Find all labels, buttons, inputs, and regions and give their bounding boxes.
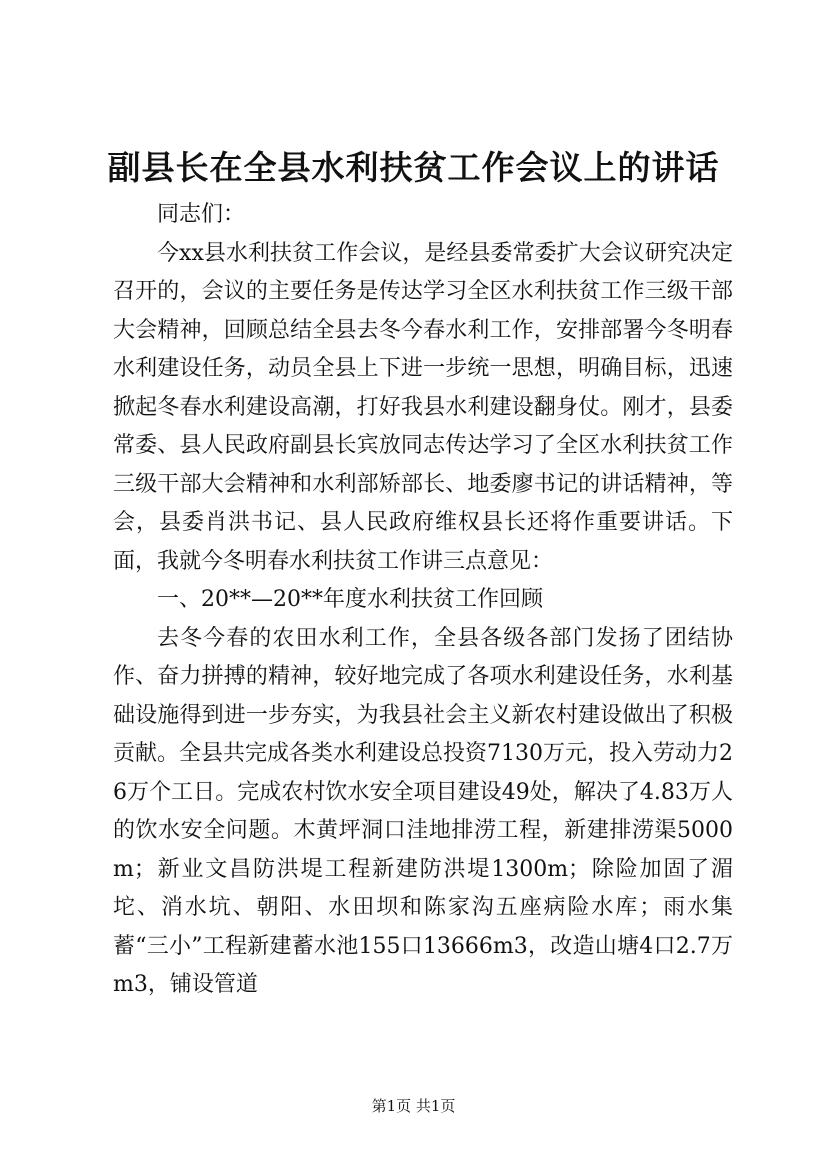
document-body xyxy=(113,196,733,1005)
document-title: 副县长在全县水利扶贫工作会议上的讲话 xyxy=(107,148,720,187)
salutation-paragraph: 同志们： xyxy=(157,202,246,227)
body-paragraph: 去冬今春的农田水利工作，全县各级各部门发扬了团结协作、奋力拼搏的精神，较好地完成了各项水利建设任务，水利基础设施得到进一步夯实，为我县社会主义新农村建设做出了积极贡献。全县共完成各类水利建设总投资7130万元，投入劳动力26万个工日。完成农村饮水安全项目建设49处，解决了4.83万人的饮水安全问题。木黄坪洞口洼地排涝工程，新建排涝渠5000m；新业文昌防洪堤工程新建防洪堤1300m；除险加固了湄坨、消水坑、朝阳、水田坝和陈家沟五座病险水库；雨水集蓄“三小”工程新建蓄水池155口13666m3，改造山塘4口2.7万m3，铺设管道 xyxy=(113,625,733,997)
section-heading: 一、20**—20**年度水利扶贫工作回顾 xyxy=(157,587,543,612)
page-footer: 第1页 共1页 xyxy=(371,1097,456,1115)
body-paragraph: 今xx县水利扶贫工作会议，是经县委常委扩大会议研究决定召开的，会议的主要任务是传达学习全区水利扶贫工作三级干部大会精神，回顾总结全县去冬今春水利工作，安排部署今冬明春水利建设任务，动员全县上下进一步统一思想，明确目标，迅速掀起冬春水利建设高潮，打好我县水利建设翻身仗。刚才，县委常委、县人民政府副县长宾放同志传达学习了全区水利扶贫工作三级干部大会精神和水利部矫部长、地委廖书记的讲话精神，等会，县委肖洪书记、县人民政府维权县长还将作重要讲话。下面，我就今冬明春水利扶贫工作讲三点意见： xyxy=(113,240,733,574)
